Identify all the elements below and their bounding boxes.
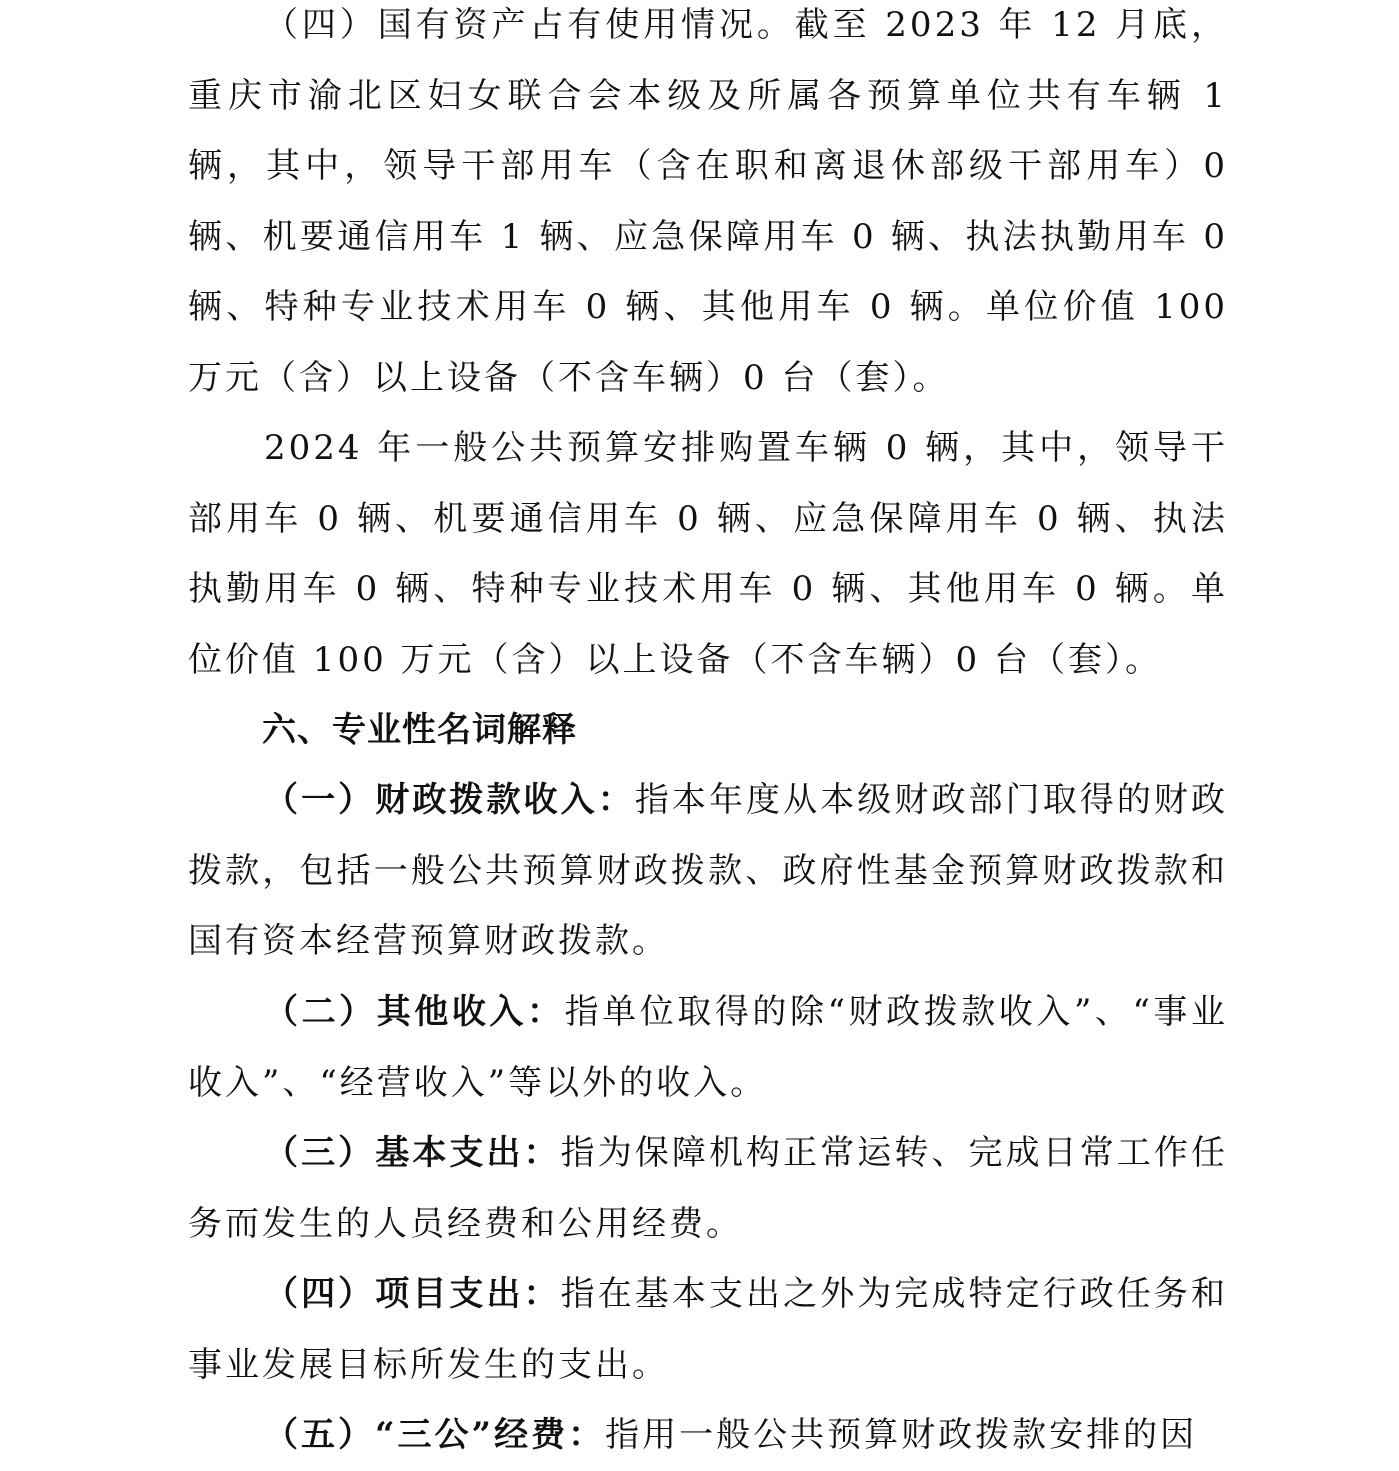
term-paragraph-3 [188, 1118, 1228, 1259]
section-heading: 六、专业性名词解释 [262, 710, 577, 750]
term-body-2: 指单位取得的除“财政拨款收入”、“事业收入”、“经营收入”等以外的收入。 [188, 992, 1228, 1103]
paragraph-state-assets: （四）国有资产占有使用情况。截至 2023 年 12 月底，重庆市渝北区妇女联合会本级及所属各预算单位共有车辆 1 辆，其中，领导干部用车（含在职和离退休部级干部用车）0 辆、机要通信用车 1 辆、应急保障用车 0 辆、执法执勤用车 0 辆、特种专业技术用车 0 辆、其他用车 0 辆。单位价值 100 万元（含）以上设备（不含车辆）0 台（套）。 [188, 5, 1228, 398]
term-body-3: 指为保障机构正常运转、完成日常工作任务而发生的人员经费和公用经费。 [188, 1133, 1228, 1244]
term-body-1: 指本年度从本级财政部门取得的财政拨款，包括一般公共预算财政拨款、政府性基金预算财政拨款和国有资本经营预算财政拨款。 [188, 780, 1229, 961]
term-title-4: （四）项目支出： [264, 1274, 561, 1314]
term-title-5: （五）“三公”经费： [264, 1415, 606, 1455]
term-paragraph-4 [188, 1259, 1228, 1400]
term-body-5: 指用一般公共预算财政拨款安排的因 [605, 1415, 1198, 1455]
term-title-3: （三）基本支出： [264, 1133, 561, 1173]
term-paragraph-1 [188, 765, 1228, 977]
term-body-4: 指在基本支出之外为完成特定行政任务和事业发展目标所发生的支出。 [188, 1274, 1228, 1385]
term-title-1: （一）财政拨款收入： [264, 780, 635, 820]
term-paragraph-2 [188, 977, 1228, 1118]
term-paragraph-5 [188, 1400, 1228, 1471]
term-title-2: （二）其他收入： [264, 992, 565, 1032]
paragraph-vehicle-purchase: 2024 年一般公共预算安排购置车辆 0 辆，其中，领导干部用车 0 辆、机要通信用车 0 辆、应急保障用车 0 辆、执法执勤用车 0 辆、特种专业技术用车 0 辆、其他用车 0 辆。单位价值 100 万元（含）以上设备（不含车辆）0 台（套）。 [188, 428, 1228, 680]
